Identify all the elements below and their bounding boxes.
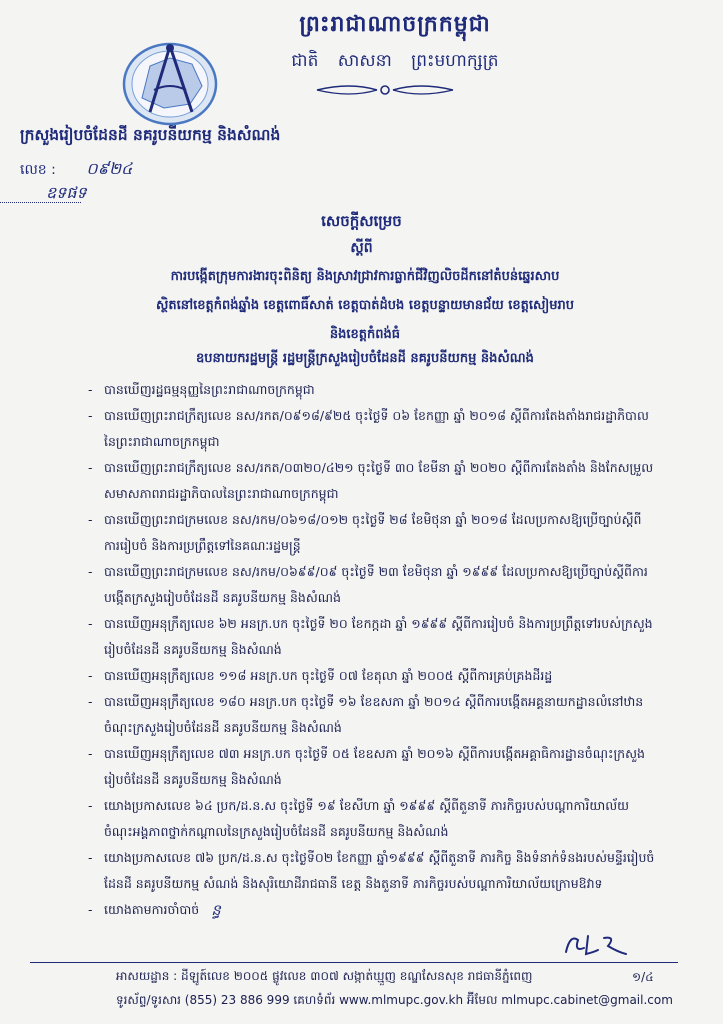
document-type: សេចក្តីសម្រេច — [321, 212, 402, 230]
reference-dotted-line — [0, 200, 81, 203]
document-subject — [85, 262, 645, 349]
list-item: - យោងប្រកាសលេខ ៦៤ ប្រក/ដ.ន.ស ចុះថ្ងៃទី ១៩ ខែសីហា ឆ្នាំ ១៩៩៩ ស្តីពីតួនាទី ភារកិច្ចរបស់បណ្តាការិយាល័យចំណុះអង្គភាពថ្នាក់កណ្តាលនៃក្រសួងរៀបចំដែនដី នគរូបនីយកម្ម និងសំណង់ — [86, 793, 656, 845]
last-item-text: - យោងតាមការចាំបាច់ — [104, 902, 200, 917]
list-item: - បានឃើញអនុក្រឹត្យលេខ ១១៨ អនក្រ.បក ចុះថ្ងៃទី ០៧ ខែតុលា ឆ្នាំ ២០០៥ ស្តីពីការគ្រប់គ្រងដីរដ្ឋ — [86, 663, 656, 689]
reference-label: លេខ : — [20, 162, 56, 178]
list-item: - បានឃើញព្រះរាជក្រឹត្យលេខ នស/រកត/០៣២០/៤២១ ចុះថ្ងៃទី ៣០ ខែមីនា ឆ្នាំ ២០២០ ស្តីពីការតែងតាំង និងកែសម្រួលសមាសភាពរាជរដ្ឋាភិបាលនៃព្រះរាជាណាចក្រកម្ពុជា — [86, 455, 656, 507]
list-item: - បានឃើញអនុក្រឹត្យលេខ ៦២ អនក្រ.បក ចុះថ្ងៃទី ២០ ខែកក្កដា ឆ្នាំ ១៩៩៩ ស្តីពីការរៀបចំ និងការប្រព្រឹត្តទៅរបស់ក្រសួងរៀបចំដែនដី នគរូបនីយកម្ម និងសំណង់ — [86, 611, 656, 663]
reference-handwritten-suffix: ឧទផទ — [46, 183, 87, 202]
footer-address: អាសយដ្ឋាន : ដីឡូត៍លេខ ២០០៥ ផ្លូវលេខ ៣០៧ សង្កាត់ឃ្មួញ ខណ្ឌសែនសុខ រាជធានីភ្នំពេញ — [116, 969, 533, 983]
list-item: - យោងប្រកាសលេខ ៧៦ ប្រក/ដ.ន.ស ចុះថ្ងៃទី០២ ខែកញ្ញា ឆ្នាំ១៩៩៩ ស្តីពីតួនាទី ភារកិច្ច និងទំនាក់ទំនងរបស់មន្ទីររៀបចំដែនដី នគរូបនីយកម្ម សំណង់ និងសុរិយោដីរាជធានី ខេត្ត និងតួនាទី ភារកិច្ចរបស់បណ្តាការិយាល័យក្រោមឱវាទ — [86, 845, 656, 897]
list-item: - បានឃើញព្រះរាជក្រមលេខ នស/រកម/០៦១៨/០១២ ចុះថ្ងៃទី ២៨ ខែមិថុនា ឆ្នាំ ២០១៨ ដែលប្រកាសឱ្យប្រើច្បាប់ស្តីពីការរៀបចំ និងការប្រព្រឹត្តទៅនៃគណៈរដ្ឋមន្ត្រី — [86, 507, 656, 559]
motto-nation: ជាតិ — [291, 51, 319, 71]
list-item — [86, 897, 656, 923]
handwritten-initials: ន្ធ — [211, 901, 221, 919]
list-item: - បានឃើញអនុក្រឹត្យលេខ ១៨០ អនក្រ.បក ចុះថ្ងៃទី ១៦ ខែឧសភា ឆ្នាំ ២០១៤ ស្តីពីការបង្កើតអគ្គនាយកដ្ឋានលំនៅឋានចំណុះក្រសួងរៀបចំដែនដី នគរូបនីយកម្ម និងសំណង់ — [86, 689, 656, 741]
divider-ornament — [315, 82, 455, 98]
list-item: - បានឃើញព្រះរាជក្រមលេខ នស/រកម/០៦៩៩/០៩ ចុះថ្ងៃទី ២៣ ខែមិថុនា ឆ្នាំ ១៩៩៩ ដែលប្រកាសឱ្យប្រើច្បាប់ស្តីពីការបង្កើតក្រសួងរៀបចំដែនដី នគរូបនីយកម្ម និងសំណង់ — [86, 559, 656, 611]
kingdom-heading: ព្រះរាជាណាចក្រកម្ពុជា — [299, 11, 491, 37]
ministry-logo-icon — [120, 38, 220, 128]
ministry-name: ក្រសួងរៀបចំដែនដី នគរូបនីយកម្ម និងសំណង់ — [20, 125, 281, 144]
page-number: ១/៤ — [632, 970, 654, 984]
footer-divider — [30, 962, 678, 963]
minister-title: ឧបនាយករដ្ឋមន្ត្រី រដ្ឋមន្ត្រីក្រសួងរៀបចំដែនដី នគរូបនីយកម្ម និងសំណង់ — [196, 351, 534, 366]
last-item-row — [104, 897, 656, 923]
footer-contacts: ទូរស័ព្ទ/ទូរសារ (855) 23 886 999 គេហទំព័រ www.mlmupc.gov.kh អ៊ីមែល mlmupc.cabinet@gmail.com — [116, 993, 673, 1007]
motto-king: ព្រះមហាក្សត្រ — [411, 51, 499, 71]
considerations-list — [86, 377, 656, 923]
subject-line: និងខេត្តកំពង់ធំ — [329, 327, 401, 342]
national-motto — [200, 50, 590, 75]
list-item: - បានឃើញអនុក្រឹត្យលេខ ៧៣ អនក្រ.បក ចុះថ្ងៃទី ០៥ ខែឧសភា ឆ្នាំ ២០១៦ ស្តីពីការបង្កើតអគ្គាធិការដ្ឋានចំណុះក្រសួងរៀបចំដែនដី នគរូបនីយកម្ម និងសំណង់ — [86, 741, 656, 793]
document-about: ស្តីពី — [350, 240, 373, 256]
list-item: - បានឃើញព្រះរាជក្រឹត្យលេខ នស/រកត/០៩១៨/៩២៥ ចុះថ្ងៃទី ០៦ ខែកញ្ញា ឆ្នាំ ២០១៨ ស្តីពីការតែងតាំងរាជរដ្ឋាភិបាលនៃព្រះរាជាណាចក្រកម្ពុជា — [86, 403, 656, 455]
subject-line: ការបង្កើតក្រុមការងារចុះពិនិត្យ និងស្រាវជ្រាវការធ្លាក់ជីវិញលិចដីកនៅតំបន់ឆ្នេរសាប — [170, 269, 560, 284]
signature-icon — [560, 930, 640, 958]
motto-religion: សាសនា — [337, 51, 392, 71]
reference-number — [20, 158, 198, 206]
reference-handwritten-number: ០៩២៤ — [86, 159, 133, 178]
subject-line: ស្ថិតនៅខេត្តកំពង់ឆ្នាំង ខេត្តពោធិ៍សាត់ ខេត្តបាត់ដំបង ខេត្តបន្ទាយមានជ័យ ខេត្តសៀមរាប — [155, 298, 575, 313]
list-item: - បានឃើញរដ្ឋធម្មនុញ្ញនៃព្រះរាជាណាចក្រកម្ពុជា — [86, 377, 656, 403]
